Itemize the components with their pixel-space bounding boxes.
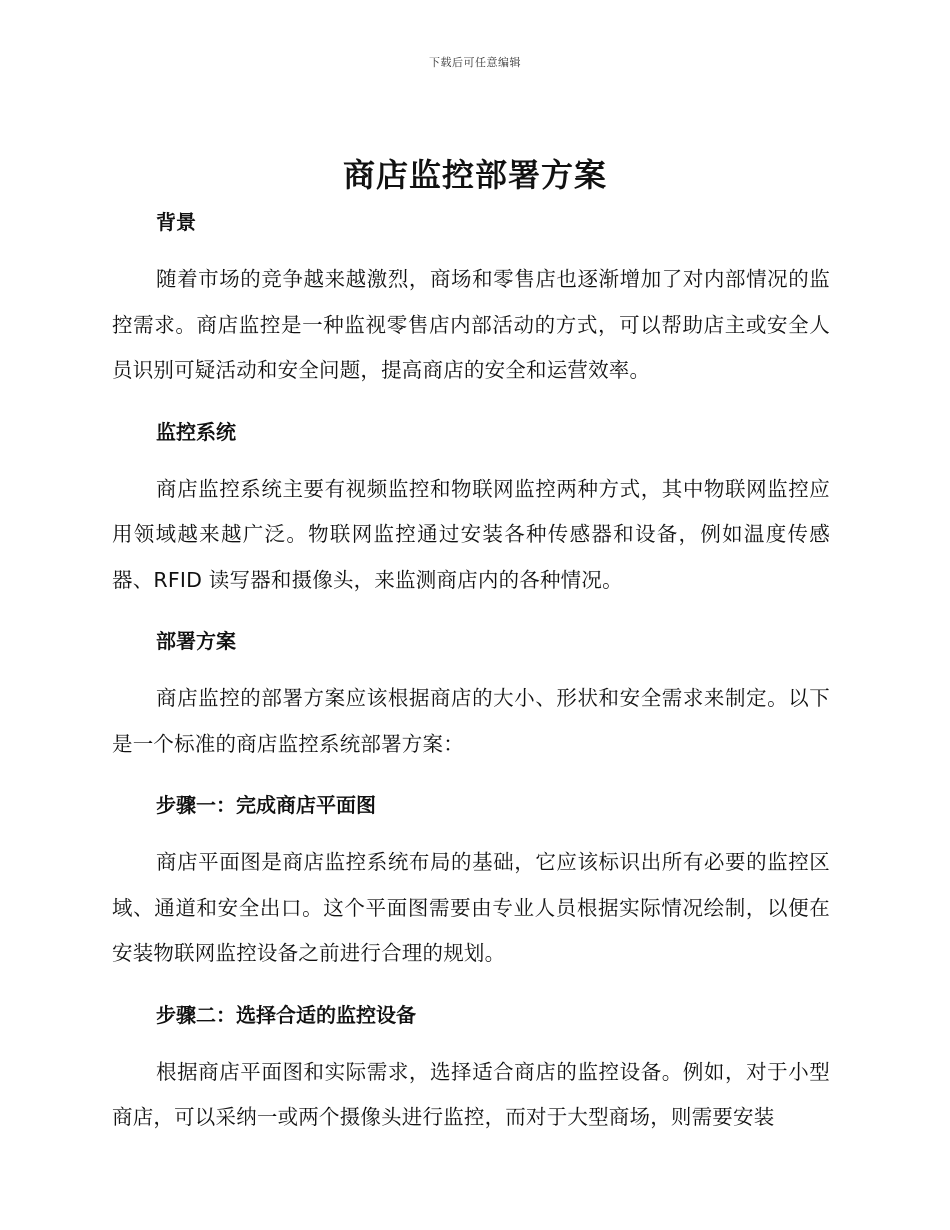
paragraph-system: 商店监控系统主要有视频监控和物联网监控两种方式，其中物联网监控应用领域越来越广泛。物联网监控通过安装各种传感器和设备，例如温度传感器、RFID 读写器和摄像头，来监测商店内的各种情况。 [112,476,830,592]
document-body [112,200,830,1141]
paragraph-background: 随着市场的竞争越来越激烈，商场和零售店也逐渐增加了对内部情况的监控需求。商店监控是一种监视零售店内部活动的方式，可以帮助店主或安全人员识别可疑活动和安全问题，提高商店的安全和运营效率。 [112,267,830,382]
paragraph-step1: 商店平面图是商店监控系统布局的基础，它应该标识出所有必要的监控区域、通道和安全出口。这个平面图需要由专业人员根据实际情况绘制，以便在安装物联网监控设备之前进行合理的规划。 [112,850,830,965]
section-heading-step2: 步骤二：选择合适的监控设备 [156,1002,416,1027]
paragraph-step2: 根据商店平面图和实际需求，选择适合商店的监控设备。例如，对于小型商店，可以采纳一或两个摄像头进行监控，而对于大型商场，则需要安装 [112,1059,830,1129]
document-title: 商店监控部署方案 [342,156,607,194]
paragraph-deployment: 商店监控的部署方案应该根据商店的大小、形状和安全需求来制定。以下是一个标准的商店监控系统部署方案： [112,686,830,756]
header-note: 下载后可任意编辑 [429,56,521,69]
section-heading-background: 背景 [156,210,196,234]
section-heading-step1: 步骤一：完成商店平面图 [156,793,376,817]
section-heading-deployment: 部署方案 [156,629,236,653]
section-heading-system: 监控系统 [156,419,236,444]
